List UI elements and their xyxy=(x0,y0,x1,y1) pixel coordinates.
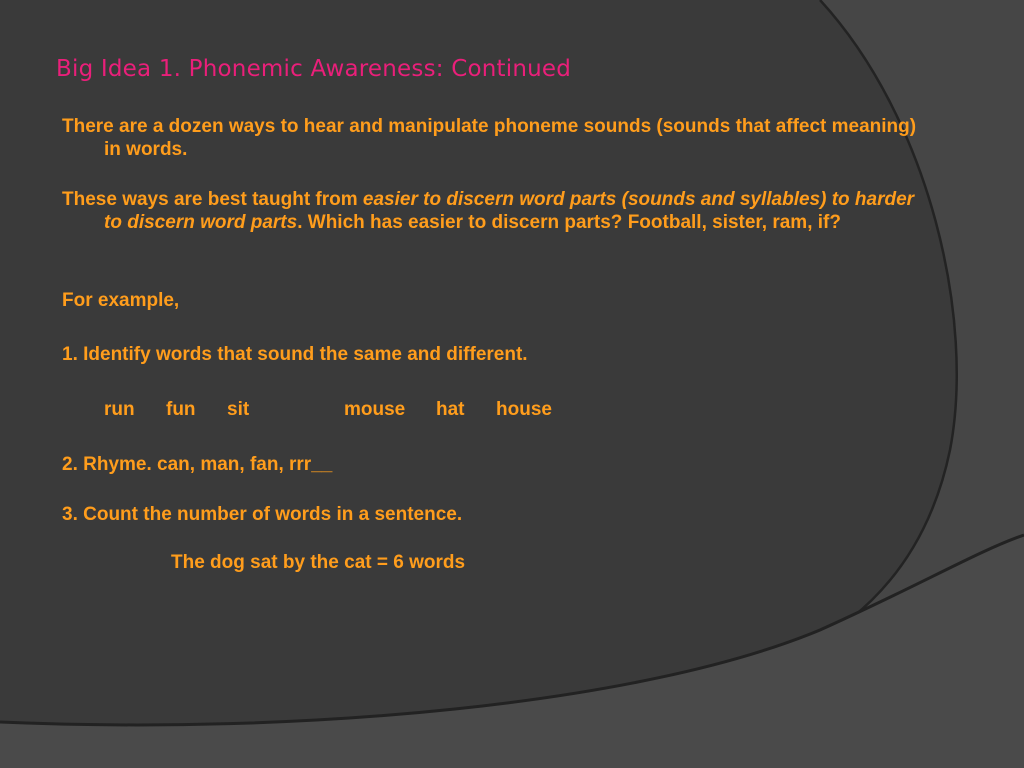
word-run: run xyxy=(104,399,135,420)
word-mouse: mouse xyxy=(344,399,406,420)
item-identify-words: 1. Identify words that sound the same and different. xyxy=(62,344,528,365)
word-examples-row xyxy=(62,398,892,422)
word-hat: hat xyxy=(436,399,465,420)
paragraph-teaching-order-start: These ways are best taught from xyxy=(62,189,363,210)
paragraph-teaching-order-italic: easier to discern word parts (sounds and syllables) to harder to discern word parts xyxy=(104,189,915,233)
word-sit: sit xyxy=(227,399,250,420)
paragraph-teaching-order xyxy=(62,188,934,234)
paragraph-teaching-order-end: . Which has easier to discern parts? Football, sister, ram, if? xyxy=(297,212,841,233)
for-example-label: For example, xyxy=(62,290,180,311)
example-sentence: The dog sat by the cat = 6 words xyxy=(171,552,466,573)
paragraph-dozen-ways: There are a dozen ways to hear and manipulate phoneme sounds (sounds that affect meaning) in words. xyxy=(62,116,917,160)
item-rhyme: 2. Rhyme. can, man, fan, rrr__ xyxy=(62,454,333,475)
word-house: house xyxy=(496,399,552,420)
word-fun: fun xyxy=(166,399,196,420)
item-count-words: 3. Count the number of words in a sentence. xyxy=(62,504,463,525)
slide-title: Big Idea 1. Phonemic Awareness: Continued xyxy=(56,56,572,82)
